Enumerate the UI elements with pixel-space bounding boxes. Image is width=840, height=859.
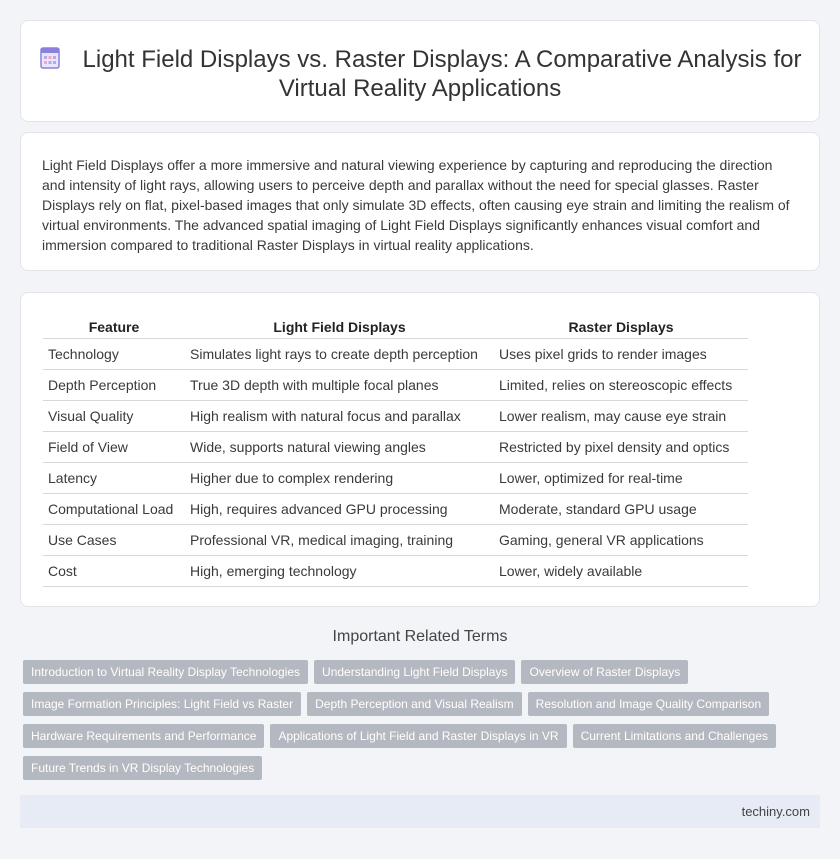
header-light-field: Light Field Displays [185, 317, 494, 338]
table-cell: Cost [43, 555, 185, 586]
table-cell: Field of View [43, 431, 185, 462]
header-feature: Feature [43, 317, 185, 338]
table-cell: High realism with natural focus and parallax [185, 400, 494, 431]
page-title [21, 45, 819, 103]
title-wrap [21, 45, 819, 103]
table-row [43, 431, 748, 462]
footer-site-link[interactable]: techiny.com [741, 804, 810, 819]
related-term-tag[interactable]: Understanding Light Field Displays [314, 660, 515, 684]
table-row [43, 524, 748, 555]
table-cell: High, requires advanced GPU processing [185, 493, 494, 524]
table-header-row [43, 317, 748, 338]
table-cell: Wide, supports natural viewing angles [185, 431, 494, 462]
comparison-table [43, 317, 748, 587]
related-terms-heading: Important Related Terms [332, 628, 508, 645]
related-term-tag[interactable]: Future Trends in VR Display Technologies [23, 756, 262, 780]
table-row [43, 369, 748, 400]
table-cell: Visual Quality [43, 400, 185, 431]
table-cell: True 3D depth with multiple focal planes [185, 369, 494, 400]
table-cell: Latency [43, 462, 185, 493]
title-card [20, 20, 820, 122]
table-cell: Lower, widely available [494, 555, 748, 586]
related-term-tag[interactable]: Resolution and Image Quality Comparison [528, 692, 769, 716]
table-cell: Simulates light rays to create depth perception [185, 338, 494, 369]
table-cell: Computational Load [43, 493, 185, 524]
table-cell: Depth Perception [43, 369, 185, 400]
related-term-tag[interactable]: Depth Perception and Visual Realism [307, 692, 522, 716]
table-cell: Technology [43, 338, 185, 369]
table-row [43, 555, 748, 586]
table-cell: Moderate, standard GPU usage [494, 493, 748, 524]
intro-paragraph: Light Field Displays offer a more immersive and natural viewing experience by capturing and reproducing the direction and intensity of light rays, allowing users to perceive depth and parallax without the need for special glasses. Raster Displays rely on flat, pixel-based images that only simulate 3D effects, often causing eye strain and limiting the realism of virtual environments. The advanced spatial imaging of Light Field Displays significantly enhances visual comfort and immersion compared to traditional Raster Displays in virtual reality applications. [42, 157, 790, 253]
intro-card [20, 132, 820, 271]
related-term-tag[interactable]: Introduction to Virtual Reality Display Technologies [23, 660, 308, 684]
table-cell: Use Cases [43, 524, 185, 555]
table-row [43, 338, 748, 369]
document-icon [39, 46, 61, 70]
related-term-tag[interactable]: Applications of Light Field and Raster Displays in VR [270, 724, 566, 748]
table-cell: High, emerging technology [185, 555, 494, 586]
table-cell: Higher due to complex rendering [185, 462, 494, 493]
table-row [43, 400, 748, 431]
table-row [43, 493, 748, 524]
header-raster: Raster Displays [494, 317, 748, 338]
table-cell: Restricted by pixel density and optics [494, 431, 748, 462]
comparison-card [20, 292, 820, 607]
related-term-tag[interactable]: Overview of Raster Displays [521, 660, 688, 684]
page-title-text: Light Field Displays vs. Raster Displays: A Comparative Analysis for Virtual Reality Applications [82, 46, 802, 102]
table-cell: Limited, relies on stereoscopic effects [494, 369, 748, 400]
table-row [43, 462, 748, 493]
related-term-tag[interactable]: Current Limitations and Challenges [573, 724, 776, 748]
related-term-tag[interactable]: Hardware Requirements and Performance [23, 724, 264, 748]
table-cell: Professional VR, medical imaging, training [185, 524, 494, 555]
footer [20, 795, 820, 828]
related-term-tag[interactable]: Image Formation Principles: Light Field vs Raster [23, 692, 301, 716]
table-cell: Uses pixel grids to render images [494, 338, 748, 369]
table-cell: Lower, optimized for real-time [494, 462, 748, 493]
table-cell: Lower realism, may cause eye strain [494, 400, 748, 431]
related-terms-list [23, 660, 803, 788]
table-cell: Gaming, general VR applications [494, 524, 748, 555]
